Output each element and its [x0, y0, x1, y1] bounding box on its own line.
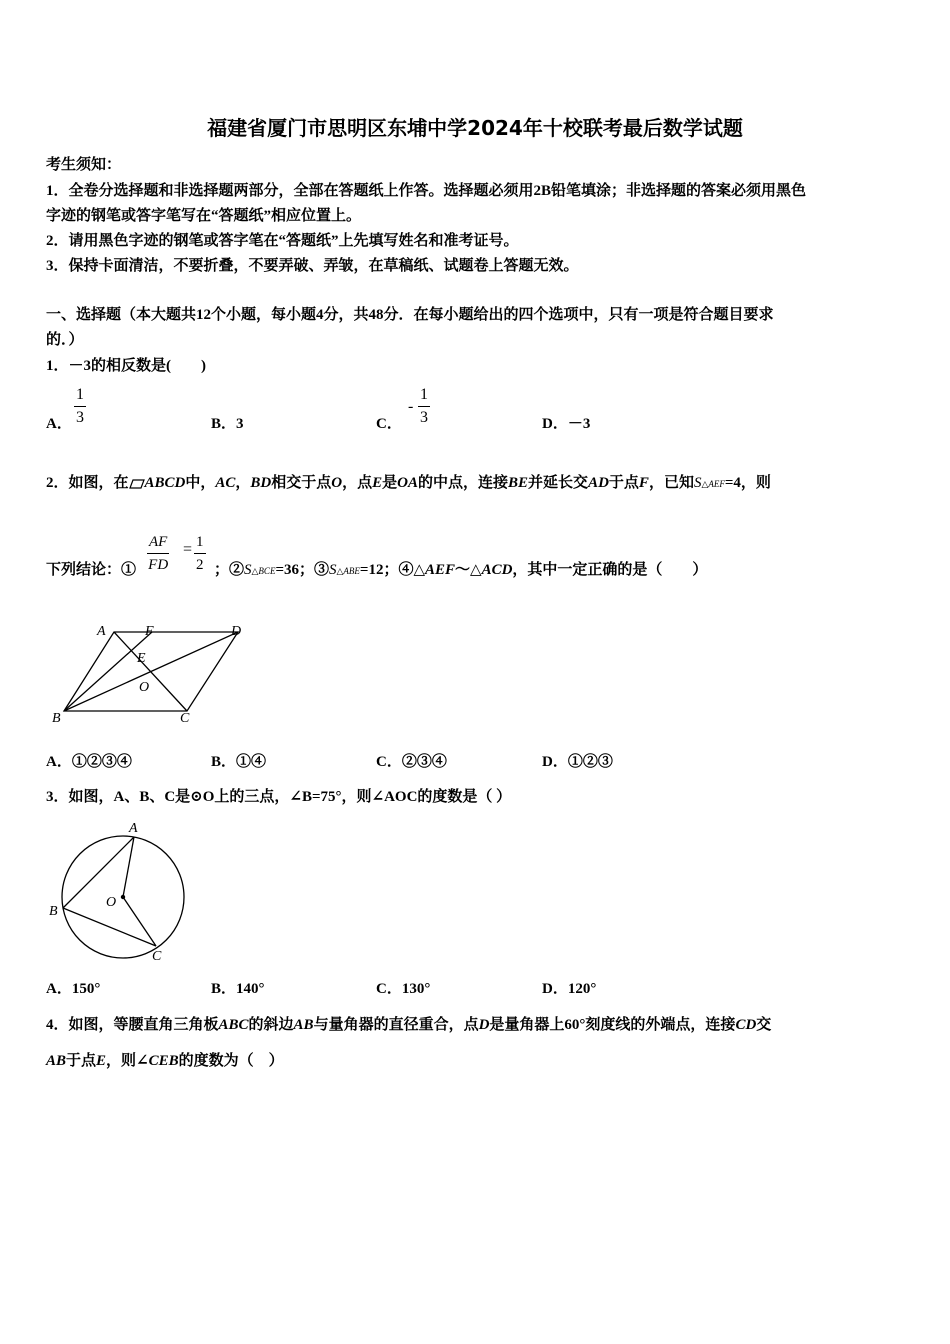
q3-option-c: C．130° [376, 981, 431, 997]
text: ，则∠ [106, 1053, 149, 1069]
text: △BCE [251, 566, 276, 576]
text: ABC [218, 1017, 249, 1033]
text: CD [735, 1017, 757, 1033]
q4-stem-line-1 [46, 1013, 771, 1034]
text: BD [250, 475, 272, 491]
q1-option-d: D．－3 [542, 416, 591, 432]
q3-option-a: A．150° [46, 981, 101, 997]
q2-fraction-af-fd [147, 531, 169, 576]
q1-option-a-fraction [74, 384, 86, 429]
notice-item-2: 2．请用黑色字迹的钢笔或答字笔在“答题纸”上先填写姓名和准考证号。 [46, 233, 519, 249]
section-heading-line-1: 一、选择题（本大题共12个小题，每小题4分，共48分．在每小题给出的四个选项中，只有一项是符合题目要求 [46, 307, 774, 323]
fraction-denominator: FD [148, 557, 169, 573]
text: 是 [382, 475, 398, 491]
notice-item-3: 3．保持卡面清洁，不要折叠，不要弄破、弄皱，在草稿纸、试题卷上答题无效。 [46, 258, 579, 274]
center-point [121, 895, 125, 899]
q2-option-b: B．①④ [211, 754, 267, 770]
point-label-b: B [52, 711, 61, 726]
text: BE [508, 475, 529, 491]
text: O [331, 475, 343, 491]
text: 是量角器上60°刻度线的外端点，连接 [489, 1017, 736, 1033]
q4-stem-line-2 [46, 1049, 284, 1070]
text: =4，则 [724, 475, 771, 491]
point-label-d: D [231, 624, 242, 639]
text: E [96, 1053, 107, 1069]
text: AD [588, 475, 609, 491]
q2-option-d: D．①②③ [542, 754, 613, 770]
segment-bf [64, 632, 152, 711]
point-label-o: O [106, 895, 117, 910]
notice-heading: 考生须知： [46, 157, 122, 173]
text: 中， [185, 475, 216, 491]
point-label-b: B [49, 904, 58, 919]
q1-stem: 1．－3的相反数是( ) [46, 358, 206, 374]
q3-circle-figure [45, 818, 190, 966]
equals-sign: = [183, 541, 193, 558]
text: E [372, 475, 383, 491]
point-label-f: F [145, 624, 154, 639]
point-label-a: A [129, 821, 138, 836]
fraction-denominator: 3 [420, 409, 428, 426]
text: △ABE [336, 566, 360, 576]
text: 2．如图，在 [46, 475, 129, 491]
q3-option-d: D．120° [542, 981, 597, 997]
text: =12；④△ [359, 562, 426, 578]
q2-stem [46, 471, 771, 492]
point-label-c: C [180, 711, 190, 726]
fraction-numerator: 1 [74, 384, 86, 407]
text: ，点 [342, 475, 373, 491]
section-heading-line-2: 的．） [46, 332, 84, 348]
q3-stem: 3．如图，A、B、C是⊙O上的三点，∠B=75°，则∠AOC的度数是（ ） [46, 789, 512, 805]
text: 交 [756, 1017, 772, 1033]
text: =36；③ [275, 562, 329, 578]
text: S [693, 475, 702, 491]
fraction-numerator: 1 [194, 531, 206, 554]
notice-item-1-line-2: 字迹的钢笔或答字笔写在“答题纸”相应位置上。 [46, 208, 362, 224]
text: ，其中一定正确的是（ ） [512, 562, 708, 578]
text: 的斜边 [248, 1017, 294, 1033]
text: 于点 [608, 475, 639, 491]
q2-conclusions-prefix: 下列结论：① [46, 562, 137, 578]
point-label-a: A [97, 624, 106, 639]
text: S [244, 562, 252, 578]
fraction-denominator: 2 [196, 557, 204, 573]
parallelogram-icon [129, 477, 145, 487]
text: ，已知 [648, 475, 694, 491]
text: F [638, 475, 649, 491]
fraction-numerator: AF [147, 531, 169, 554]
text: AB [293, 1017, 314, 1033]
text: ， [235, 475, 251, 491]
q2-option-c: C．②③④ [376, 754, 447, 770]
text: △AEF [701, 479, 725, 489]
text: 的度数为（ ） [178, 1053, 284, 1069]
text: ；② [214, 562, 245, 578]
text: AEF [425, 562, 456, 578]
fraction-numerator: 1 [418, 384, 430, 407]
text: 并延长交 [528, 475, 589, 491]
q2-conclusions-rest [214, 558, 707, 579]
text: 相交于点 [271, 475, 332, 491]
q3-option-b: B．140° [211, 981, 265, 997]
text: ACD [481, 562, 513, 578]
text: ～△ [455, 562, 482, 578]
text: ABCD [144, 475, 186, 491]
q1-option-a-label: A． [46, 416, 72, 432]
chord-bc [63, 908, 156, 946]
q1-option-c-sign: - [408, 398, 414, 415]
fraction-denominator: 3 [76, 409, 84, 426]
text: D [478, 1017, 490, 1033]
q1-option-c-label: C． [376, 416, 402, 432]
text: 的中点，连接 [418, 475, 509, 491]
point-label-o: O [139, 680, 150, 695]
text: AB [46, 1053, 67, 1069]
text: S [329, 562, 337, 578]
q1-option-c-fraction [418, 384, 430, 429]
text: AC [215, 475, 236, 491]
q1-option-b: B．3 [211, 416, 244, 432]
text: 与量角器的直径重合，点 [313, 1017, 479, 1033]
text: CEB [148, 1053, 179, 1069]
q2-parallelogram-figure [45, 618, 255, 730]
text: 4．如图，等腰直角三角板 [46, 1017, 219, 1033]
point-label-c: C [152, 949, 162, 964]
q2-fraction-one-half [194, 531, 206, 576]
page-title: 福建省厦门市思明区东埔中学2024年十校联考最后数学试题 [207, 116, 743, 140]
text: OA [397, 475, 419, 491]
q2-option-a: A．①②③④ [46, 754, 132, 770]
point-label-e: E [137, 651, 146, 666]
notice-item-1-line-1: 1．全卷分选择题和非选择题两部分，全部在答题纸上作答。选择题必须用2B铅笔填涂；非选择题的答案必须用黑色 [46, 183, 807, 199]
text: 于点 [66, 1053, 97, 1069]
